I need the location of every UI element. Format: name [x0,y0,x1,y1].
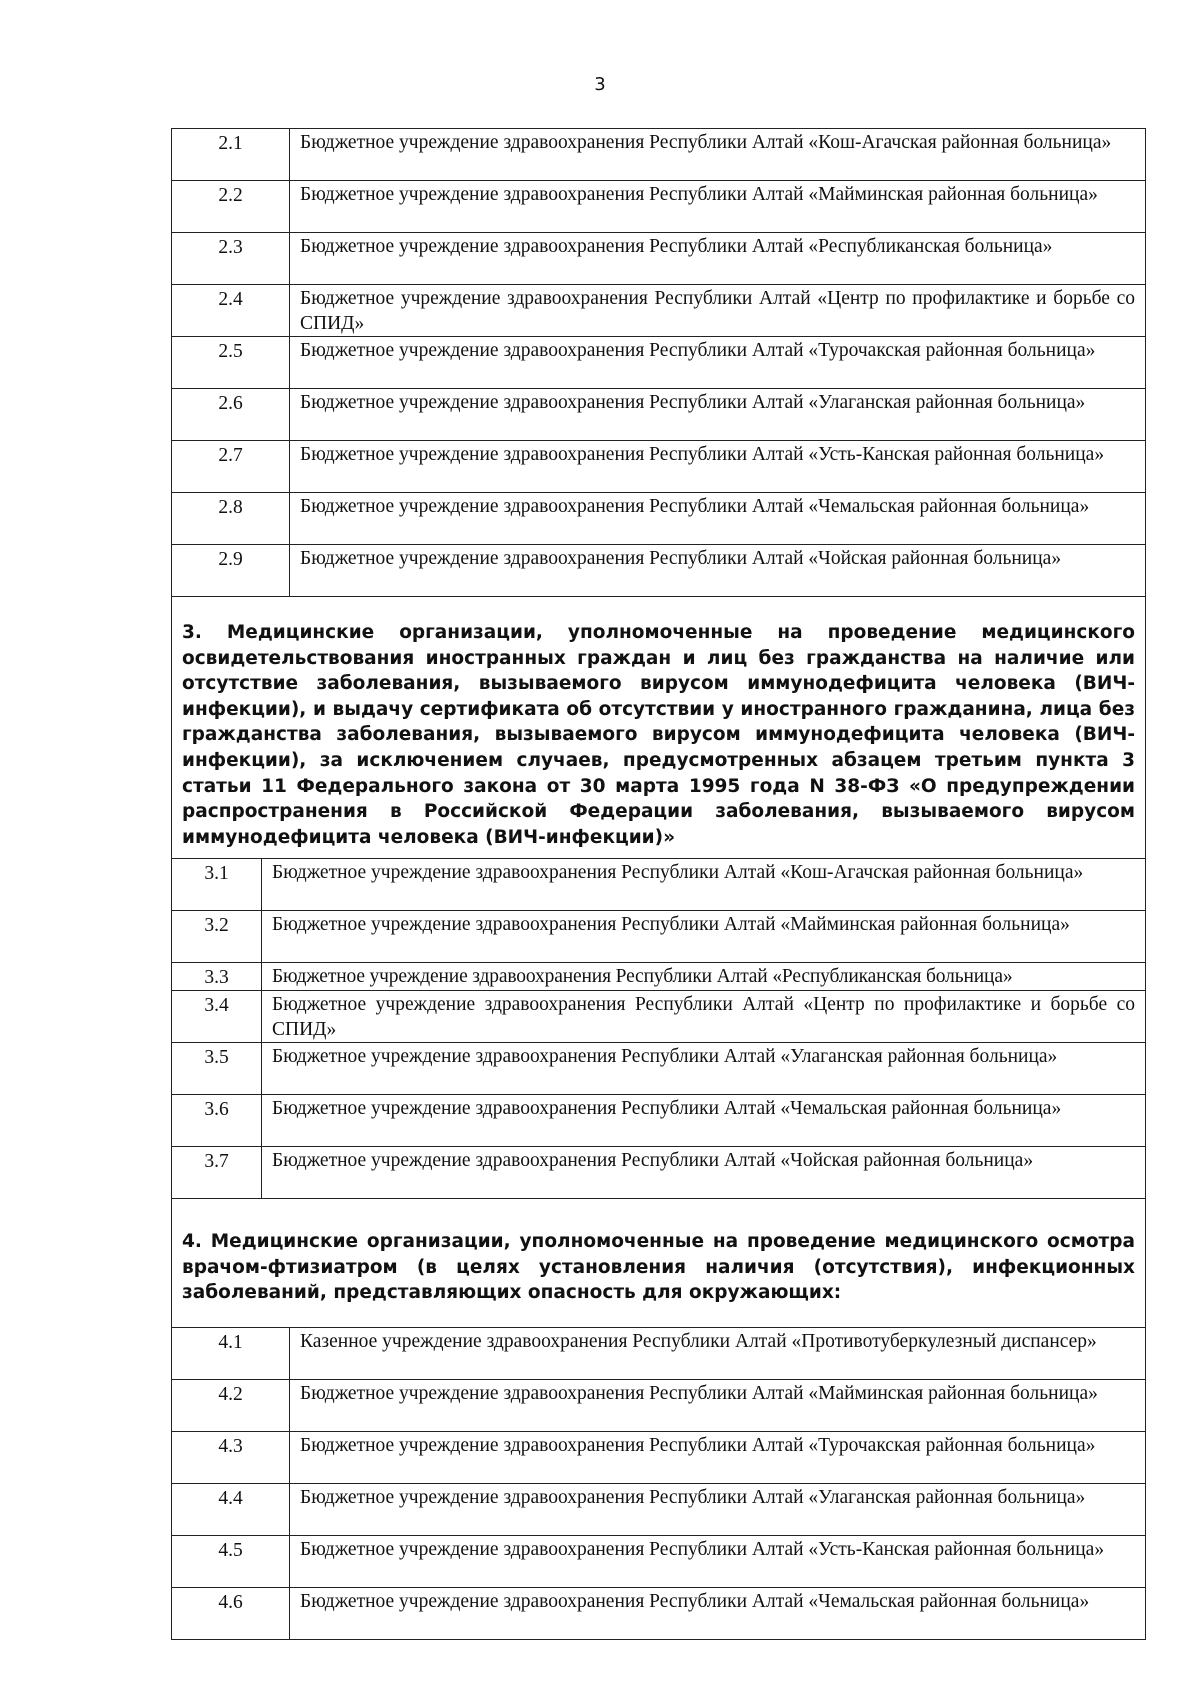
table-row [172,1147,1146,1199]
row-text: Бюджетное учреждение здравоохранения Республики Алтай «Чемальская районная больница» [290,1588,1146,1640]
section2-table [171,128,1146,597]
row-number: 2.7 [172,441,290,493]
row-text: Бюджетное учреждение здравоохранения Республики Алтай «Центр по профилактике и борьбе со СПИД» [262,991,1146,1043]
table-row [172,859,1146,911]
row-text: Бюджетное учреждение здравоохранения Республики Алтай «Чемальская районная больница» [290,493,1146,545]
row-text: Бюджетное учреждение здравоохранения Республики Алтай «Чемальская районная больница» [262,1095,1146,1147]
row-text: Бюджетное учреждение здравоохранения Республики Алтай «Турочакская районная больница» [290,1432,1146,1484]
row-number: 3.2 [172,911,262,963]
section4-table [171,1327,1146,1640]
row-number: 3.7 [172,1147,262,1199]
row-number: 3.3 [172,963,262,991]
section4-table-wrap [171,1327,1146,1640]
row-number: 2.6 [172,389,290,441]
row-number: 3.4 [172,991,262,1043]
row-text: Бюджетное учреждение здравоохранения Республики Алтай «Усть-Канская районная больница» [290,441,1146,493]
row-number: 2.8 [172,493,290,545]
table-row [172,493,1146,545]
row-text: Бюджетное учреждение здравоохранения Республики Алтай «Чойская районная больница» [262,1147,1146,1199]
section4-heading-text: 4. Медицинские организации, уполномоченные на проведение медицинского осмотра врачом-фтизиатром (в целях установления наличия (отсутствия), инфекционных заболеваний, представляющих опасность для окружающих: [182,1231,1135,1304]
section2-table-wrap [171,128,1146,597]
row-number: 4.3 [172,1432,290,1484]
row-text: Бюджетное учреждение здравоохранения Республики Алтай «Майминская районная больница» [290,1380,1146,1432]
row-text: Бюджетное учреждение здравоохранения Республики Алтай «Республиканская больница» [290,233,1146,285]
table-row [172,911,1146,963]
row-text: Бюджетное учреждение здравоохранения Республики Алтай «Центр по профилактике и борьбе со СПИД» [290,285,1146,337]
table-row [172,129,1146,181]
section3-heading-text: 3. Медицинские организации, уполномоченные на проведение медицинского освидетельствования иностранных граждан и лиц без гражданства на наличие или отсутствие заболевания, вызываемого вирусом иммунодефицита человека (ВИЧ-инфекции), и выдачу сертификата об отсутствии у иностранного гражданина, лица без гражданства заболевания, вызываемого вирусом иммунодефицита человека (ВИЧ-инфекции), за исключением случаев, предусмотренных абзацем третьим пункта 3 статьи 11 Федерального закона от 30 марта 1995 года N 38-ФЗ «О предупреждении распространения в Российской Федерации заболевания, вызываемого вирусом иммунодефицита человека (ВИЧ-инфекции)» [182,622,1135,848]
table-row [172,1484,1146,1536]
table-row [172,1328,1146,1380]
table-row [172,233,1146,285]
page-number: 3 [594,74,606,95]
row-text: Бюджетное учреждение здравоохранения Республики Алтай «Улаганская районная больница» [290,389,1146,441]
row-text: Бюджетное учреждение здравоохранения Республики Алтай «Усть-Канская районная больница» [290,1536,1146,1588]
row-text: Бюджетное учреждение здравоохранения Республики Алтай «Республиканская больница» [262,963,1146,991]
section3-table [171,858,1146,1199]
table-row [172,285,1146,337]
row-number: 2.3 [172,233,290,285]
table-row [172,441,1146,493]
row-number: 4.4 [172,1484,290,1536]
row-number: 3.5 [172,1043,262,1095]
row-text: Бюджетное учреждение здравоохранения Республики Алтай «Чойская районная больница» [290,545,1146,597]
row-number: 2.2 [172,181,290,233]
section3-heading [171,596,1146,860]
row-number: 4.5 [172,1536,290,1588]
row-text: Бюджетное учреждение здравоохранения Республики Алтай «Турочакская районная больница» [290,337,1146,389]
row-number: 3.1 [172,859,262,911]
row-number: 4.6 [172,1588,290,1640]
row-text: Бюджетное учреждение здравоохранения Республики Алтай «Улаганская районная больница» [262,1043,1146,1095]
row-text: Бюджетное учреждение здравоохранения Республики Алтай «Кош-Агачская районная больница» [290,129,1146,181]
row-number: 2.4 [172,285,290,337]
row-text: Казенное учреждение здравоохранения Республики Алтай «Противотуберкулезный диспансер» [290,1328,1146,1380]
row-number: 4.1 [172,1328,290,1380]
table-row [172,1588,1146,1640]
section4-heading [171,1199,1146,1329]
row-number: 3.6 [172,1095,262,1147]
row-text: Бюджетное учреждение здравоохранения Республики Алтай «Улаганская районная больница» [290,1484,1146,1536]
table-row [172,181,1146,233]
section3-table-wrap [171,858,1146,1199]
row-number: 2.5 [172,337,290,389]
row-number: 4.2 [172,1380,290,1432]
table-row [172,545,1146,597]
row-text: Бюджетное учреждение здравоохранения Республики Алтай «Майминская районная больница» [262,911,1146,963]
row-number: 2.9 [172,545,290,597]
table-row [172,1536,1146,1588]
row-text: Бюджетное учреждение здравоохранения Республики Алтай «Майминская районная больница» [290,181,1146,233]
table-row [172,1095,1146,1147]
table-row [172,963,1146,991]
table-row [172,1043,1146,1095]
table-row [172,337,1146,389]
table-row [172,389,1146,441]
table-row [172,1432,1146,1484]
row-text: Бюджетное учреждение здравоохранения Республики Алтай «Кош-Агачская районная больница» [262,859,1146,911]
table-row [172,991,1146,1043]
table-row [172,1380,1146,1432]
row-number: 2.1 [172,129,290,181]
